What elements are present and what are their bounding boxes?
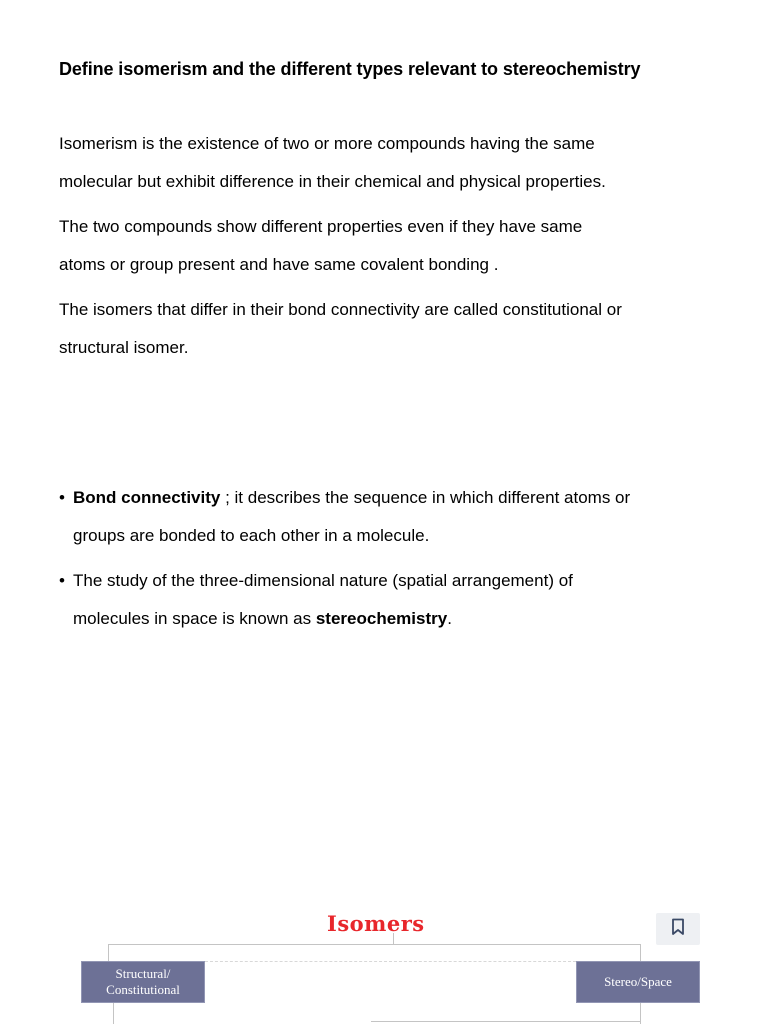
paragraph-constitutional bbox=[59, 291, 719, 367]
paragraph-line: molecular but exhibit difference in their chemical and physical properties. bbox=[59, 172, 606, 191]
structural-isomer-box bbox=[81, 961, 205, 1003]
list-item bbox=[59, 562, 719, 638]
bullet-text: molecules in space is known as bbox=[73, 609, 316, 628]
paragraph-line: atoms or group present and have same covalent bonding . bbox=[59, 255, 499, 274]
page-title: Define isomerism and the different types relevant to stereochemistry bbox=[59, 59, 641, 79]
stereo-isomer-box bbox=[576, 961, 700, 1003]
bookmark-button[interactable] bbox=[656, 913, 700, 945]
isomers-diagram bbox=[0, 905, 768, 1024]
bullet-symbol: • bbox=[59, 571, 65, 590]
paragraph-definition bbox=[59, 125, 719, 201]
term-stereochemistry: stereochemistry bbox=[315, 609, 448, 628]
bullet-list bbox=[59, 479, 719, 645]
list-item bbox=[59, 479, 719, 555]
bullet-symbol: • bbox=[59, 488, 65, 507]
box-label: Constitutional bbox=[106, 982, 180, 997]
paragraph-properties bbox=[59, 208, 719, 284]
paragraph-line: Isomerism is the existence of two or more compounds having the same bbox=[59, 134, 595, 153]
connector-line bbox=[113, 1003, 114, 1024]
bullet-text: The study of the three-dimensional nature (spatial arrangement) of bbox=[73, 571, 573, 590]
diagram-title: Isomers bbox=[327, 911, 425, 936]
paragraph-line: The isomers that differ in their bond connectivity are called constitutional or bbox=[59, 300, 622, 319]
bullet-text: groups are bonded to each other in a molecule. bbox=[73, 526, 430, 545]
connector-line bbox=[108, 944, 109, 961]
connector-dashed-line bbox=[205, 961, 576, 962]
bullet-text: ; it describes the sequence in which different atoms or bbox=[220, 488, 631, 507]
bookmark-icon bbox=[670, 918, 686, 941]
paragraph-line: The two compounds show different properties even if they have same bbox=[59, 217, 583, 236]
connector-line bbox=[371, 1021, 641, 1022]
term-bond-connectivity: Bond connectivity bbox=[73, 488, 221, 507]
box-label: Stereo/Space bbox=[604, 974, 672, 989]
box-label: Structural/ bbox=[115, 966, 171, 981]
bullet-text: . bbox=[447, 609, 452, 628]
connector-line bbox=[108, 944, 640, 945]
connector-line bbox=[640, 944, 641, 961]
paragraph-line: structural isomer. bbox=[59, 338, 189, 357]
